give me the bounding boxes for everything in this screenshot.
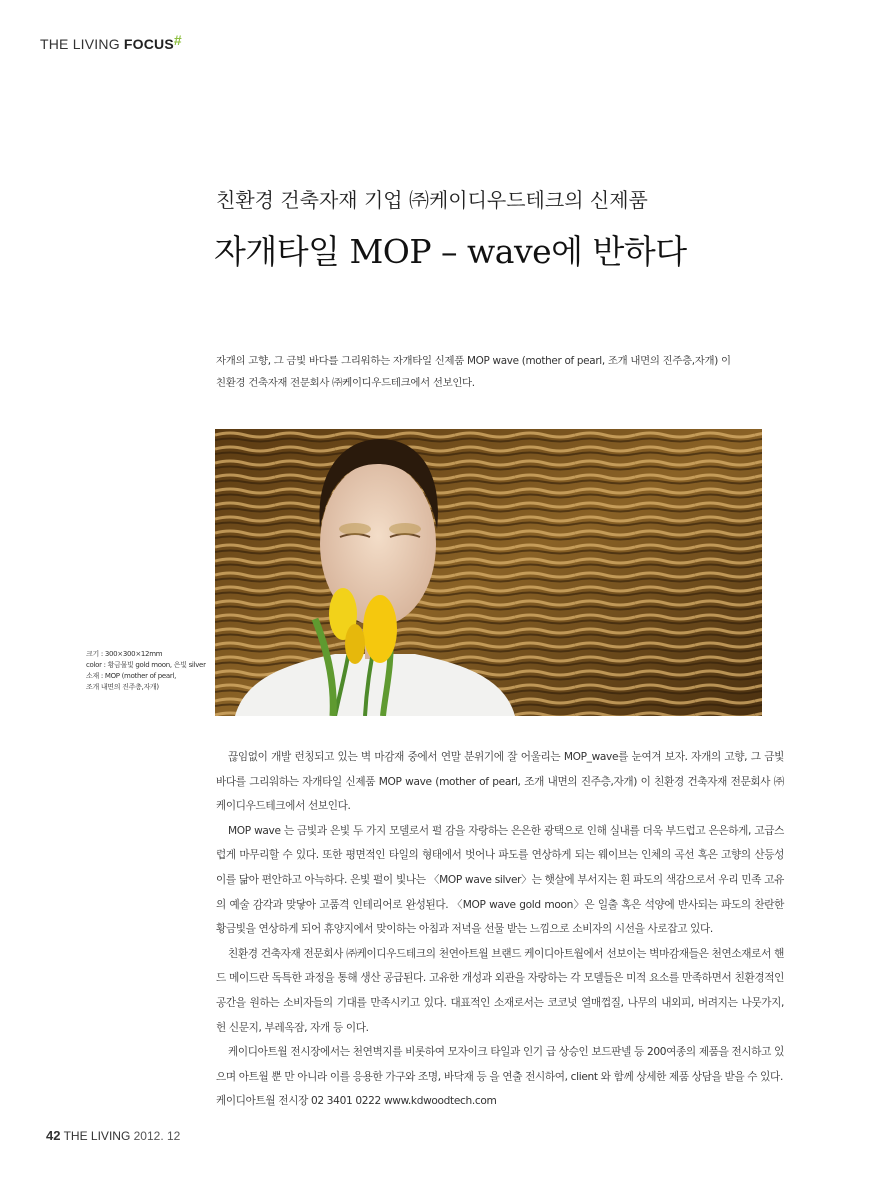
caption-material-detail: 조개 내면의 진주층,자개) bbox=[86, 683, 159, 691]
page-footer bbox=[46, 1128, 180, 1143]
caption-size: 크기 : 300×300×12mm bbox=[86, 650, 163, 658]
body-paragraph: 케이디아트월 전시장에서는 천연벽지를 비롯하여 모자이크 타일과 인기 급 상승인 보드판넬 등 200여종의 제품을 전시하고 있으며 아트월 뿐 만 아니라 이를 응용한 가구와 조명, 바닥재 등 을 연출 전시하여, client 와 함께 상세한 제품 상담을 받을 수 있다. bbox=[216, 1046, 784, 1083]
article-body bbox=[216, 745, 784, 1114]
magazine-header bbox=[40, 32, 182, 52]
body-paragraph: MOP wave 는 금빛과 은빛 두 가지 모델로서 펄 감을 자랑하는 은은한 광택으로 인해 실내를 더욱 부드럽고 은은하게, 고급스럽게 마무리할 수 있다. 또한 평면적인 타일의 형태에서 벗어나 파도를 연상하게 되는 웨이브는 인체의 곡선 혹은 고향의 산등성이를 닮아 편안하고 아늑하다. 은빛 펄이 빛나는 〈MOP wave silver〉는 햇살에 부서지는 흰 파도의 색감으로서 우리 민족 고유의 예술 감각과 맞닿아 고품격 인테리어로 완성된다. 〈MOP wave gold moon〉은 일출 혹은 석양에 반사되는 파도의 찬란한 황금빛을 연상하게 되어 휴양지에서 맞이하는 아침과 저녁을 선물 받는 느낌으로 소비자의 시선을 사로잡고 있다. bbox=[216, 824, 784, 936]
footer-date: 2012. 12 bbox=[133, 1129, 181, 1143]
caption-color: color : 황금물빛 gold moon, 은빛 silver bbox=[86, 661, 206, 669]
section-name: FOCUS bbox=[123, 36, 174, 52]
photo-caption bbox=[86, 649, 214, 693]
showroom-contact: 케이디아트월 전시장 02 3401 0222 www.kdwoodtech.com bbox=[216, 1095, 497, 1108]
body-paragraph: 친환경 건축자재 전문회사 ㈜케이디우드테크의 천연아트월 브랜드 케이디아트월에서 선보이는 벽마감재들은 천연소재로서 핸드 메이드란 독특한 과정을 통해 생산 공급된다. 고유한 개성과 외관을 자랑하는 각 모델들은 미적 요소를 만족하면서 친환경적인 공간을 원하는 소비자들의 기대를 만족시키고 있다. 대표적인 소재로서는 코코넛 열매껍질, 나무의 내외피, 버려지는 나뭇가지, 헌 신문지, 부레옥잠, 자개 등 이다. bbox=[216, 947, 784, 1034]
body-paragraph: 끊임없이 개발 런칭되고 있는 벽 마감재 중에서 연말 분위기에 잘 어울리는 MOP_wave를 눈여겨 보자. 자개의 고향, 그 금빛 바다를 그리워하는 자개타일 신제품 MOP wave (mother of pearl, 조개 내면의 진주층,자개) 이 친환경 건축자재 전문회사 ㈜케이디우드테크에서 선보인다. bbox=[216, 751, 784, 813]
caption-material: 소재 : MOP (mother of pearl, bbox=[86, 672, 177, 680]
article-title: 자개타일 MOP – wave에 반하다 bbox=[214, 232, 687, 271]
article-lead: 자개의 고향, 그 금빛 바다를 그리워하는 자개타일 신제품 MOP wave (mother of pearl, 조개 내면의 진주층,자개) 이 친환경 건축자재 전문회사 ㈜케이디우드테크에서 선보인다. bbox=[216, 355, 731, 389]
product-photo bbox=[215, 429, 762, 716]
magazine-name: THE LIVING bbox=[40, 36, 120, 52]
article-kicker: 친환경 건축자재 기업 ㈜케이디우드테크의 신제품 bbox=[216, 188, 648, 212]
section-mark: # bbox=[173, 32, 182, 48]
footer-magazine: THE LIVING bbox=[63, 1129, 131, 1143]
mop-wave-tile-photo bbox=[215, 429, 762, 716]
page-number: 42 bbox=[46, 1128, 61, 1143]
